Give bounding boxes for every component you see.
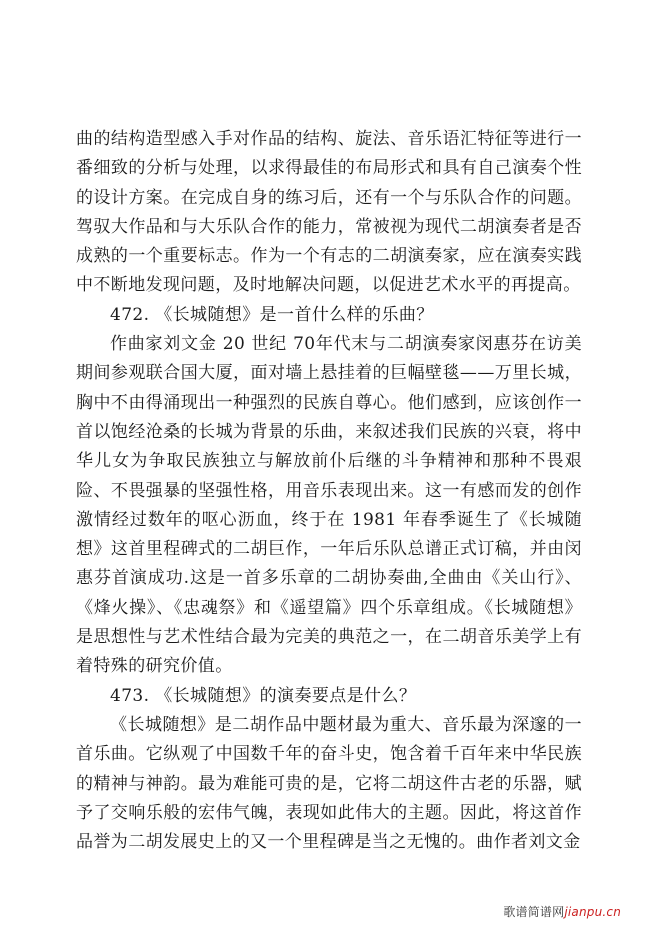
- document-body: [76, 125, 582, 857]
- question-472-heading: 472. 《长城随想》是一首什么样的乐曲？: [110, 304, 434, 325]
- watermark-url: jianpu.cn: [564, 905, 621, 919]
- answer-473-paragraph: 《长城随想》是二胡作品中题材最为重大、音乐最为深邃的一首乐曲。它纵观了中国数千年的奋斗史，饱含着千百年来中华民族的精神与神韵。最为难能可贵的是，它将二胡这件古老的乐器，赋予了交响乐般的宏伟气魄，表现如此伟大的主题。因此，将这首作品誉为二胡发展史上的又一个里程碑是当之无愧的。曲作者刘文金: [76, 714, 582, 853]
- site-watermark: [503, 903, 621, 920]
- answer-472-paragraph: 作曲家刘文金 20 世纪 70年代末与二胡演奏家闵惠芬在访美期间参观联合国大厦，面对墙上悬挂着的巨幅壁毯——万里长城，胸中不由得涌现出一种强烈的民族自尊心。他们感到，应该创作一首以饱经沧桑的长城为背景的乐曲，来叙述我们民族的兴衰，将中华儿女为争取民族独立与解放前仆后继的斗争精神和那种不畏艰险、不畏强暴的坚强性格，用音乐表现出来。这一有感而发的创作激情经过数年的呕心沥血，终于在 1981 年春季诞生了《长城随想》这首里程碑式的二胡巨作，一年后乐队总谱正式订稿，并由闵惠芬首演成功.这是一首多乐章的二胡协奏曲,全曲由《关山行》、《烽火操》、《忠魂祭》和《遥望篇》四个乐章组成。《长城随想》是思想性与艺术性结合最为完美的典范之一，在二胡音乐美学上有着特殊的研究价值。: [76, 334, 582, 677]
- watermark-site-name: 歌谱简谱网: [503, 905, 565, 919]
- question-473-heading: 473. 《长城随想》的演奏要点是什么？: [110, 685, 417, 706]
- paragraph-continuation: 曲的结构造型感入手对作品的结构、旋法、音乐语汇特征等进行一番细致的分析与处理，以求得最佳的布局形式和具有自己演奏个性的设计方案。在完成自身的练习后，还有一个与乐队合作的问题。驾驭大作品和与大乐队合作的能力，常被视为现代二胡演奏者是否成熟的一个重要标志。作为一个有志的二胡演奏家，应在演奏实践中不断地发现问题，及时地解决问题，以促进艺术水平的再提高。: [76, 129, 582, 296]
